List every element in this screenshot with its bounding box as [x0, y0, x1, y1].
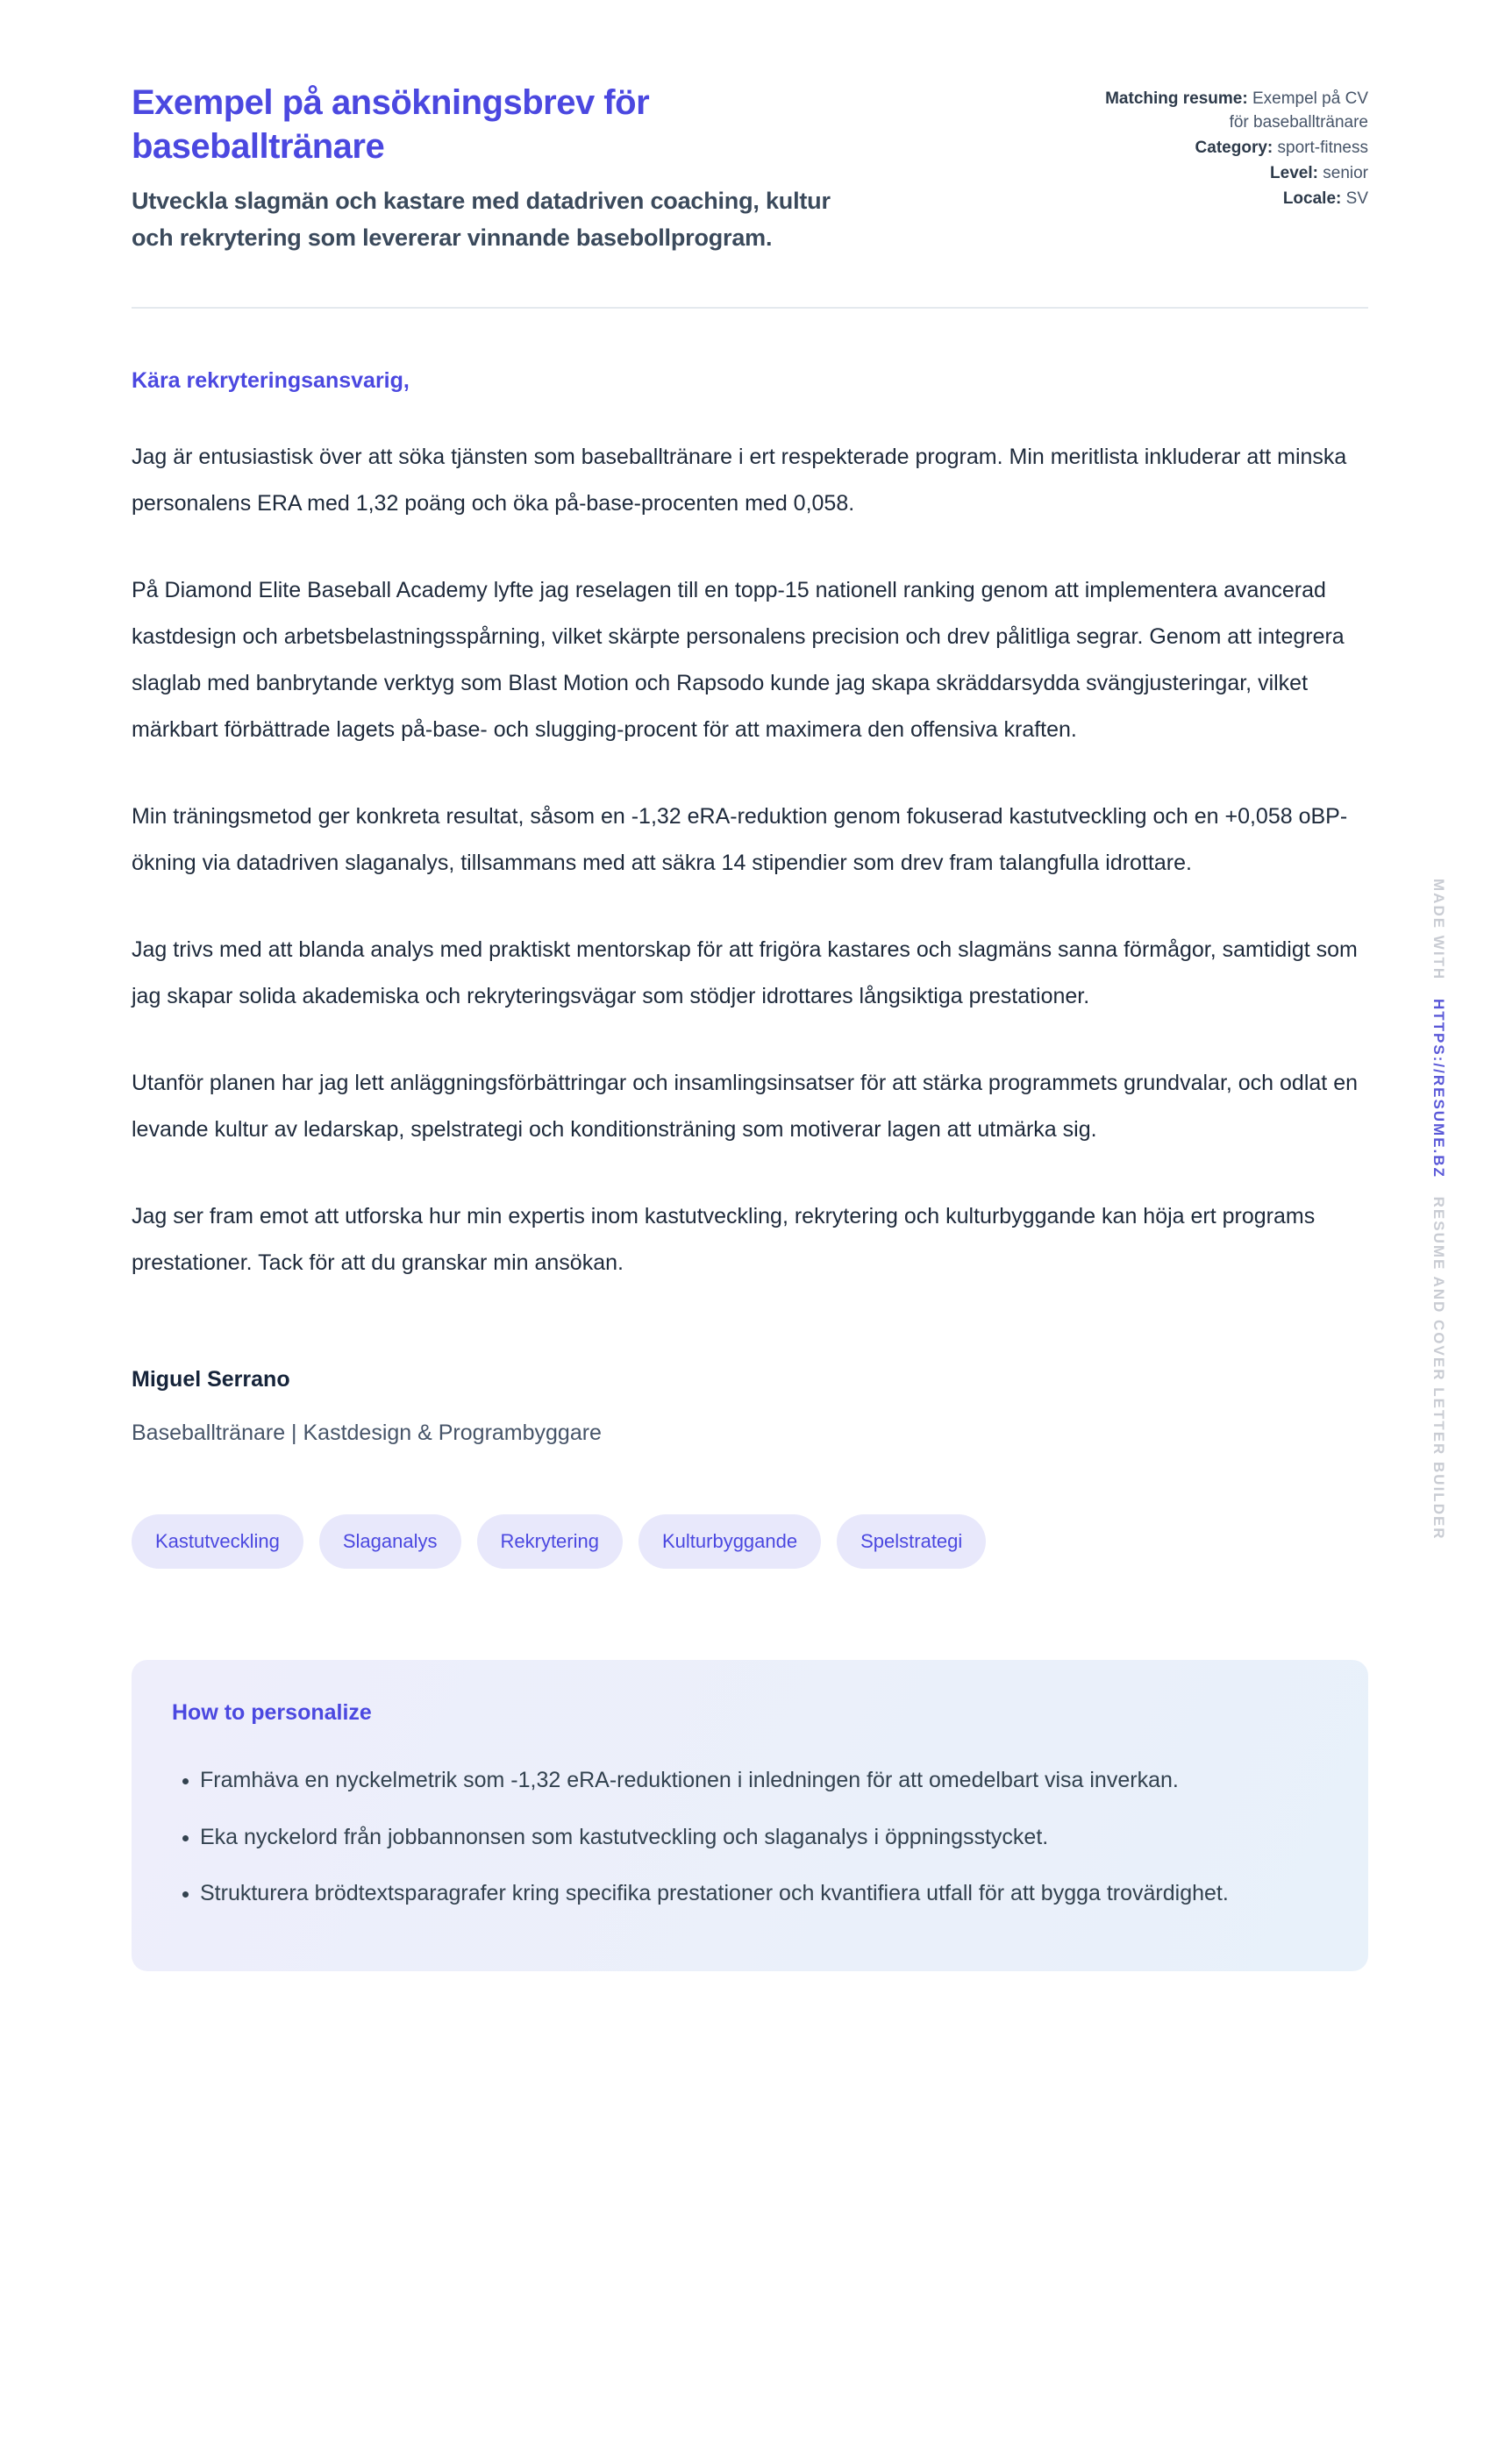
- meta-locale: [1096, 188, 1368, 211]
- meta-panel: [1096, 81, 1368, 213]
- meta-level-label: Level:: [1270, 163, 1318, 182]
- meta-locale-label: Locale:: [1282, 189, 1342, 208]
- tag-chip: Kastutveckling: [132, 1514, 303, 1569]
- page-subtitle: Utveckla slagmän och kastare med datadriven coaching, kultur och rekrytering som levererar vinnande basebollprogram.: [132, 187, 831, 251]
- meta-level: [1096, 162, 1368, 186]
- personalize-heading: How to personalize: [172, 1700, 372, 1726]
- signature-role: Baseballtränare | Kastdesign & Programbyggare: [132, 1421, 602, 1446]
- tag-chip: Kulturbyggande: [638, 1514, 821, 1569]
- letter-paragraph: Min träningsmetod ger konkreta resultat, såsom en -1,32 eRA-reduktion genom fokuserad kastutveckling och en +0,058 oBP-ökning via datadriven slaganalys, tillsammans med att säkra 14 stipendier som drev fram talangfulla idrottare.: [132, 804, 1348, 876]
- personalize-box: [132, 1660, 1368, 1971]
- letter-paragraph: Jag trivs med att blanda analys med praktiskt mentorskap för att frigöra kastares och slagmäns sanna förmågor, samtidigt som jag skapar solida akademiska och rekryteringsvägar som stödjer idrottares långsiktiga prestationer.: [132, 937, 1358, 1009]
- personalize-tip: • Eka nyckelord från jobbannonsen som kastutveckling och slaganalys i öppningsstycket.: [200, 1814, 1323, 1861]
- tag-chip: Spelstrategi: [837, 1514, 986, 1569]
- meta-locale-value: SV: [1345, 189, 1368, 208]
- meta-matching-resume-value: Exempel på CV för baseballtränare: [1229, 89, 1368, 132]
- meta-matching-resume-label: Matching resume:: [1105, 89, 1248, 108]
- branding-url-link[interactable]: HTTPS://RESUME.BZ: [1430, 998, 1447, 1179]
- tag-chip: Slaganalys: [319, 1514, 461, 1569]
- tag-chip: Rekrytering: [477, 1514, 623, 1569]
- meta-matching-resume: [1096, 88, 1368, 135]
- letter-paragraph: Utanför planen har jag lett anläggningsförbättringar och insamlingsinsatser för att stärka programmets grundvalar, och odlat en levande kultur av ledarskap, spelstrategi och konditionsträning som motiverar lagen att utmärka sig.: [132, 1071, 1358, 1143]
- meta-category: [1096, 137, 1368, 160]
- personalize-tip: • Framhäva en nyckelmetrik som -1,32 eRA-reduktionen i inledningen för att omedelbart visa inverkan.: [200, 1757, 1323, 1804]
- branding-sidebar: [1430, 879, 1447, 1541]
- keyword-tags: [132, 1514, 1368, 1569]
- personalize-tip-list: [172, 1757, 1326, 1917]
- meta-category-label: Category:: [1195, 138, 1273, 157]
- page-title: Exempel på ansökningsbrev för baseballtränare: [132, 83, 650, 167]
- signature-block: [132, 1367, 1368, 1446]
- personalize-tip: • Strukturera brödtextsparagrafer kring specifika prestationer och kvantifiera utfall för att bygga trovärdighet.: [200, 1870, 1323, 1917]
- header-divider: [132, 307, 1368, 309]
- meta-level-value: senior: [1323, 163, 1368, 182]
- signature-name: Miguel Serrano: [132, 1367, 290, 1392]
- branding-suffix: RESUME AND COVER LETTER BUILDER: [1430, 1196, 1447, 1541]
- letter-paragraph: På Diamond Elite Baseball Academy lyfte jag reselagen till en topp-15 nationell ranking genom att implementera avancerad kastdesign och arbetsbelastningsspårning, vilket skärpte personalens precision och drev pålitliga segrar. Genom att integrera slaglab med banbrytande verktyg som Blast Motion och Rapsodo kunde jag skapa skräddarsydda svängjusteringar, vilket märkbart förbättrade lagets på-base- och slugging-procent för att maximera den offensiva kraften.: [132, 578, 1345, 743]
- letter-body: [132, 368, 1368, 1446]
- letter-paragraph: Jag är entusiastisk över att söka tjänsten som baseballtränare i ert respekterade program. Min meritlista inkluderar att minska personalens ERA med 1,32 poäng och öka på-base-procenten med 0,058.: [132, 445, 1347, 516]
- letter-greeting: Kära rekryteringsansvarig,: [132, 368, 410, 394]
- page-header: [132, 81, 1368, 256]
- meta-category-value: sport-fitness: [1277, 138, 1368, 157]
- header-titles: [132, 81, 860, 256]
- letter-paragraph: Jag ser fram emot att utforska hur min expertis inom kastutveckling, rekrytering och kulturbyggande kan höja ert programs prestationer. Tack för att du granskar min ansökan.: [132, 1204, 1316, 1276]
- branding-made-with: MADE WITH: [1430, 879, 1447, 981]
